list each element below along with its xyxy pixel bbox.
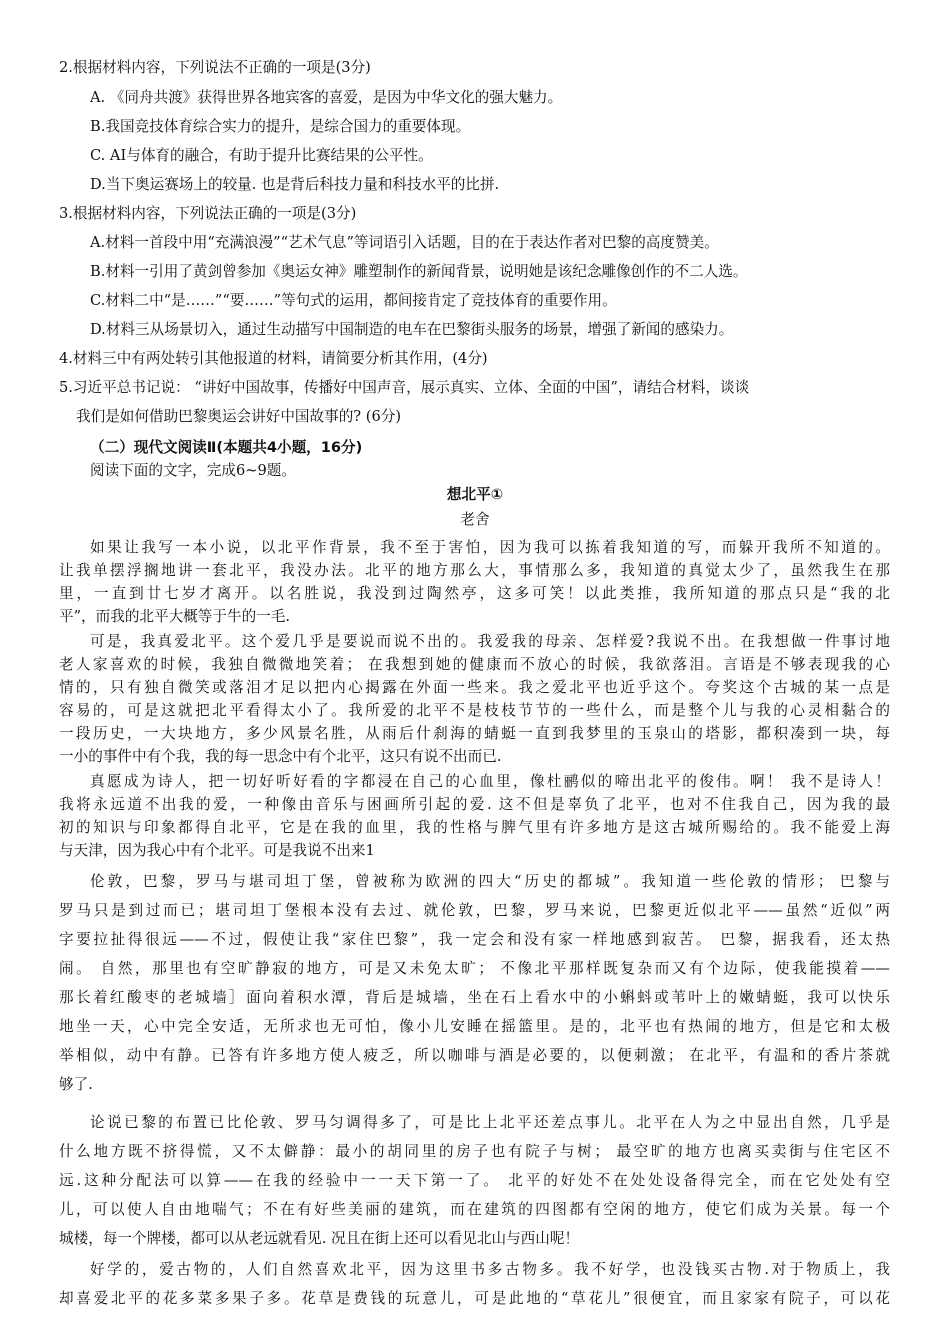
question-3-option-b: B.材料一引用了黄剑曾参加《奥运女神》雕塑制作的新闻背景，说明她是该纪念雕像创作的不二人选。 xyxy=(90,263,748,280)
question-2-option-d: D.当下奥运赛场上的较量. 也是背后科技力量和科技水平的比拼. xyxy=(90,176,500,193)
article-line: 一小的事件中有个我，我的每一思念中有个北平，这只有说不出而已. xyxy=(59,748,502,765)
article-line: 一段历史，一大块地方，多少风景名胜，从雨后什刹海的蜻蜓一直到我梦里的玉泉山的塔影，都积凑到一块，每 xyxy=(59,725,890,742)
article-line: 举相似，动中有静。已答有许多地方使人疲乏，所以咖啡与酒是必要的，以便刺激； 在北平，有温和的香片茶就 xyxy=(59,1047,890,1064)
article-line: 让我单摆浮搁地讲一套北平，我没办法。北平的地方那么大，事情那么多，我知道的真觉太少了，虽然我生在那 xyxy=(59,562,890,579)
question-4: 4.材料三中有两处转引其他报道的材料，请简要分析其作用，(4分) xyxy=(59,350,488,367)
article-line: 里，一直到廿七岁才离开。以名胜说，我没到过陶然亭，这多可笑！以此类推，我所知道的那点只是“我的北 xyxy=(59,585,890,602)
article-line: 够了. xyxy=(59,1076,93,1093)
article-line: 伦敦，巴黎，罗马与堪司坦丁堡，曾被称为欧洲的四大“历史的都城”。我知道一些伦敦的情形； 巴黎与 xyxy=(90,873,890,890)
article-line: 论说已黎的布置已比伦敦、罗马匀调得多了，可是比上北平还差点事儿。北平在人为之中显出自然，几乎是 xyxy=(90,1114,890,1131)
article-line: 老人家喜欢的时候，我独自微微地笑着； 在我想到她的健康而不放心的时候，我欲落泪。言语是不够表现我的心 xyxy=(59,656,890,673)
question-3-option-a: A.材料一首段中用“充满浪漫”“艺术气息”等词语引入话题，目的在于表达作者对巴黎的高度赞美。 xyxy=(90,234,719,251)
section-instruction: 阅读下面的文字，完成6~9题。 xyxy=(90,462,296,479)
section-heading: （二）现代文阅读Ⅱ(本题共4小题，16分) xyxy=(90,439,363,456)
article-line: 情的，只有独自微笑或落泪才足以把内心揭露在外面一些来。我之爱北平也近乎这个。夸奖这个古城的某一点是 xyxy=(59,679,890,696)
article-line: 却喜爱北平的花多菜多果子多。花草是费钱的玩意儿，可是此地的“草花儿”很便宜，而且家家有院子，可以花 xyxy=(59,1290,890,1307)
article-line: 什么地方既不挤得慌，又不太僻静：最小的胡同里的房子也有院子与树； 最空旷的地方也离买卖街与住宅区不 xyxy=(59,1143,890,1160)
article-line: 罗马只是到过而已；堪司坦丁堡根本没有去过、就伦敦，巴黎，罗马来说，巴黎更近似北平——虽然“近似”两 xyxy=(59,902,890,919)
question-2-stem: 2.根据材料内容，下列说法不正确的一项是(3分) xyxy=(59,59,371,76)
article-line: 字要拉扯得很远——不过，假使让我“家住巴黎”，我一定会和没有家一样地感到寂苦。 巴黎，据我看，还太热 xyxy=(59,931,890,948)
article-line: 地坐一天，心中完全安适，无所求也无可怕，像小儿安睡在摇篮里。是的，北平也有热闹的地方，但是它和太极 xyxy=(59,1018,890,1035)
article-line: 那长着红酸枣的老城墙］面向着积水潭，背后是城墙，坐在石上看水中的小蝌蚪或苇叶上的嫩蜻蜓，我可以快乐 xyxy=(59,989,890,1006)
question-3-option-c: C.材料二中“是……”“要……”等句式的运用，都间接肯定了竞技体育的重要作用。 xyxy=(90,292,617,309)
article-line: 可是，我真爱北平。这个爱几乎是要说而说不出的。我爱我的母亲、怎样爱?我说不出。在我想做一件事讨地 xyxy=(90,633,890,650)
article-line: 真愿成为诗人，把一切好听好看的字都浸在自己的心血里，像杜鹂似的啼出北平的俊伟。啊！ 我不是诗人！ xyxy=(90,773,890,790)
question-2-option-b: B.我国竞技体育综合实力的提升，是综合国力的重要体现。 xyxy=(90,118,471,135)
question-3-stem: 3.根据材料内容，下列说法正确的一项是(3分) xyxy=(59,205,357,222)
article-line: 容易的，可是这就把北平看得太小了。我所爱的北平不是枝枝节节的一些什么，而是整个儿与我的心灵相黏合的 xyxy=(59,702,890,719)
article-line: 平”，而我的北平大概等于牛的一毛. xyxy=(59,608,291,625)
article-line: 城楼，每一个牌楼，都可以从老远就看见. 况且在街上还可以看见北山与西山呢！ xyxy=(59,1230,580,1247)
article-line: 我将永远道不出我的爱，一种像由音乐与困画所引起的爱. 这不但是辜负了北平，也对不住我自己，因为我的最 xyxy=(59,796,890,813)
article-line: 与天津，因为我心中有个北平。可是我说不出来1 xyxy=(59,842,375,859)
article-line: 如果让我写一本小说，以北平作背景，我不至于害怕，因为我可以拣着我知道的写，而躲开我所不知道的。 xyxy=(90,539,890,556)
question-5-line-1: 5.习近平总书记说： “讲好中国故事，传播好中国声音，展示真实、立体、全面的中国”，请结合材料，谈谈 xyxy=(59,379,750,396)
article-line: 初的知识与印象都得自北平，它是在我的血里，我的性格与脾气里有许多地方是这古城所赐给的。我不能爱上海 xyxy=(59,819,890,836)
article-line: 远.这种分配法可以算——在我的经验中一一天下第一了。 北平的好处不在处处设备得完全，而在它处处有空 xyxy=(59,1172,890,1189)
question-2-option-a: A. 《同舟共渡》获得世界各地宾客的喜爱，是因为中华文化的强大魅力。 xyxy=(90,89,563,106)
article-line: 闹。 自然，那里也有空旷静寂的地方，可是又未免太旷； 不像北平那样既复杂而又有个边际，使我能摸着—— xyxy=(59,960,890,977)
article-line: 儿，可以使人自由地喘气；不在有好些美丽的建筑，而在建筑的四图都有空闲的地方，使它们成为关景。每一个 xyxy=(59,1201,890,1218)
question-5-line-2: 我们是如何借助巴黎奥运会讲好中国故事的? (6分) xyxy=(76,408,402,425)
question-3-option-d: D.材料三从场景切入，通过生动描写中国制造的电车在巴黎街头服务的场景，增强了新闻的感染力。 xyxy=(90,321,734,338)
article-line: 好学的，爱古物的，人们自然喜欢北平，因为这里书多古物多。我不好学，也没钱买古物.对于物质上，我 xyxy=(90,1261,890,1278)
question-2-option-c: C. AI与体育的融合，有助于提升比赛结果的公平性。 xyxy=(90,147,433,164)
article-title: 想北平① xyxy=(446,486,504,503)
article-author: 老舍 xyxy=(460,511,490,528)
